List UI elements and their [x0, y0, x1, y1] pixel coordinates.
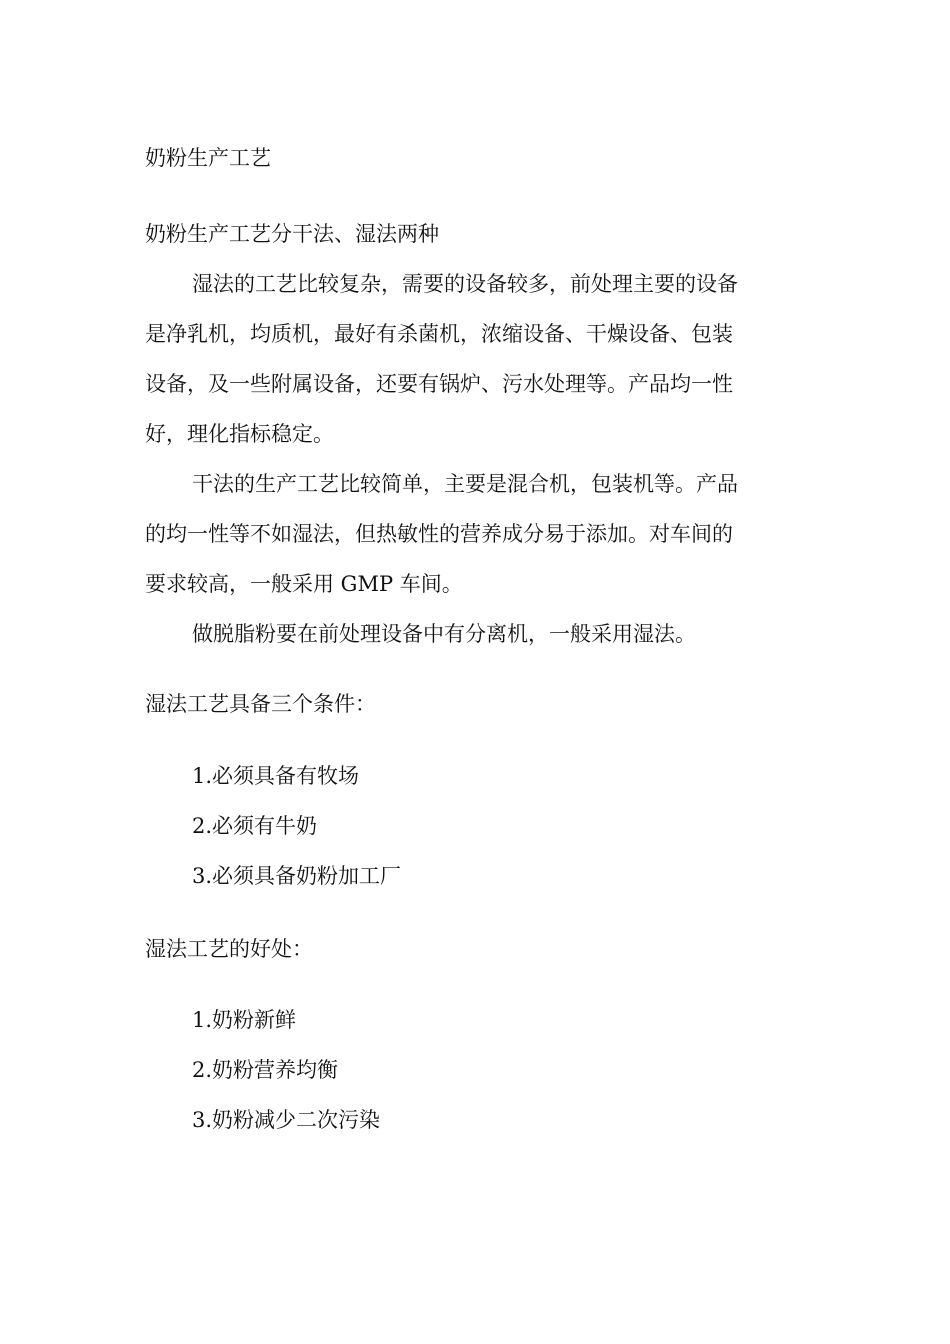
document-subtitle: 奶粉生产工艺分干法、湿法两种 — [145, 222, 439, 246]
paragraph-line: 做脱脂粉要在前处理设备中有分离机，一般采用湿法。 — [192, 622, 696, 646]
paragraph-line: 要求较高，一般采用 GMP 车间。 — [145, 572, 463, 596]
benefits-heading: 湿法工艺的好处： — [145, 937, 313, 961]
paragraph-line: 湿法的工艺比较复杂，需要的设备较多，前处理主要的设备 — [192, 272, 738, 296]
list-item: 1.必须具备有牧场 — [192, 764, 360, 788]
document-title: 奶粉生产工艺 — [145, 146, 271, 170]
paragraph-line: 干法的生产工艺比较简单，主要是混合机，包装机等。产品 — [192, 472, 738, 496]
list-item: 2.奶粉营养均衡 — [192, 1058, 339, 1082]
paragraph-line: 好，理化指标稳定。 — [145, 422, 334, 446]
list-item: 2.必须有牛奶 — [192, 814, 318, 838]
paragraph-line: 是净乳机，均质机，最好有杀菌机，浓缩设备、干燥设备、包装 — [145, 322, 733, 346]
paragraph-line: 的均一性等不如湿法，但热敏性的营养成分易于添加。对车间的 — [145, 522, 733, 546]
paragraph-line: 设备，及一些附属设备，还要有锅炉、污水处理等。产品均一性 — [145, 372, 733, 396]
list-item: 1.奶粉新鲜 — [192, 1008, 297, 1032]
conditions-heading: 湿法工艺具备三个条件： — [145, 692, 376, 716]
list-item: 3.必须具备奶粉加工厂 — [192, 864, 402, 888]
list-item: 3.奶粉减少二次污染 — [192, 1108, 381, 1132]
